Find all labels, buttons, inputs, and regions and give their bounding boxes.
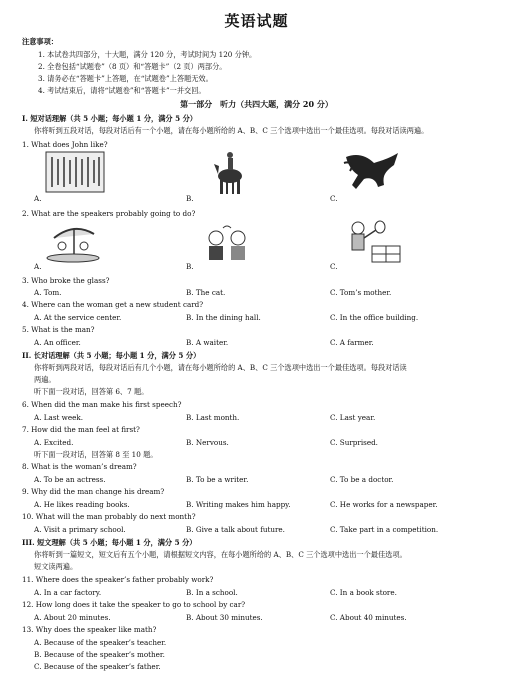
option-c: C. Take part in a competition. [330,525,439,534]
option-c: C. [330,194,338,203]
section1-instruction: 你将听到五段对话，每段对话后有一个小题，请在每小题所给的 A、B、C 三个选项中选出一个最佳选项。每段对话读两遍。 [34,126,429,135]
section2-heading: II. 长对话理解（共 5 小题；每小题 1 分，满分 5 分） [22,351,201,360]
listening-lead: 听下面一段对话，回答第 6、7 题。 [34,387,149,396]
option-b: B. Because of the speaker’s mother. [34,650,165,659]
notice-item: 2. 全卷包括“试题卷”（8 页）和“答题卡”（2 页）两部分。 [38,62,227,71]
notice-heading: 注意事项： [22,37,58,46]
question-10: 10. What will the man probably do next month? [22,512,196,521]
question-5: 5. What is the man? [22,325,95,334]
notice-item: 3. 请务必在“答题卡”上答题，在“试题卷”上答题无效。 [38,74,213,83]
running-horse-painting [340,147,406,193]
option-c: C. Because of the speaker’s father. [34,662,161,671]
option-a: A. To be an actress. [34,475,106,484]
option-b: B. In a school. [186,588,238,597]
question-4: 4. Where can the woman get a new student card? [22,300,204,309]
calligraphy-image [44,150,106,194]
option-c: C. He works for a newspaper. [330,500,438,509]
tennis-image [342,216,404,266]
question-12: 12. How long does it take the speaker to go to school by car? [22,600,246,609]
option-c: C. A farmer. [330,338,374,347]
option-b: B. Last month. [186,413,240,422]
horse-rider-image [210,150,250,194]
question-6: 6. When did the man make his first speech? [22,400,182,409]
notice-item: 4. 考试结束后，请将“试题卷”和“答题卡”一并交回。 [38,86,206,95]
option-a: A. Last week. [34,413,83,422]
option-a: A. About 20 minutes. [34,613,111,622]
section3-instruction: 你将听到一篇短文，短文后有五个小题，请根据短文内容，在每小题所给的 A、B、C 三个选项中选出一个最佳选项。 [34,550,407,559]
option-c: C. In the office building. [330,313,419,322]
section3-heading: III. 短文理解（共 5 小题；每小题 1 分，满分 5 分） [22,538,197,547]
picnic-image [44,220,106,264]
option-c: C. [330,262,338,271]
page-title: 英语试题 [224,12,289,30]
option-a: A. [34,194,42,203]
question-7: 7. How did the man feel at first? [22,425,140,434]
option-a: A. In a car factory. [34,588,102,597]
option-a: A. At the service center. [34,313,122,322]
option-c: C. In a book store. [330,588,397,597]
section2-instruction: 你将听到两段对话，每段对话后有几个小题，请在每小题所给的 A、B、C 三个选项中选出一个最佳选项。每段对话读 [34,363,407,372]
notice-item: 1. 本试卷共四部分，十大题，满分 120 分，考试时间为 120 分钟。 [38,50,257,59]
option-c: C. Tom’s mother. [330,288,392,297]
question-2: 2. What are the speakers probably going to do? [22,209,196,218]
option-b: B. About 30 minutes. [186,613,263,622]
option-a: A. Tom. [34,288,62,297]
option-b: B. Writing makes him happy. [186,500,291,509]
option-a: A. Because of the speaker’s teacher. [34,638,167,647]
option-c: C. About 40 minutes. [330,613,407,622]
option-b: B. [186,262,194,271]
question-13: 13. Why does the speaker like math? [22,625,157,634]
listening-lead: 听下面一段对话，回答第 8 至 10 题。 [34,450,158,459]
option-b: B. The cat. [186,288,226,297]
section3-instruction: 短文读两遍。 [34,562,78,571]
option-a: A. [34,262,42,271]
option-a: A. Visit a primary school. [34,525,126,534]
section1-heading: I. 短对话理解（共 5 小题；每小题 1 分，满分 5 分） [22,114,197,123]
question-3: 3. Who broke the glass? [22,276,110,285]
option-c: C. Surprised. [330,438,378,447]
part1-heading: 第一部分 听力（共四大题，满分 20 分） [180,99,333,109]
option-b: B. [186,194,194,203]
question-9: 9. Why did the man change his dream? [22,487,165,496]
option-a: A. He likes reading books. [34,500,130,509]
option-b: B. To be a writer. [186,475,249,484]
option-c: C. To be a doctor. [330,475,394,484]
option-a: A. An officer. [34,338,81,347]
option-b: B. Give a talk about future. [186,525,285,534]
option-b: B. In the dining hall. [186,313,261,322]
question-1: 1. What does John like? [22,140,108,149]
option-c: C. Last year. [330,413,376,422]
section2-instruction: 两遍。 [34,375,56,384]
question-8: 8. What is the woman’s dream? [22,462,137,471]
question-11: 11. Where does the speaker’s father probably work? [22,575,214,584]
option-a: A. Excited. [34,438,74,447]
option-b: B. Nervous. [186,438,229,447]
option-b: B. A waiter. [186,338,229,347]
friends-talking-image [196,224,258,268]
